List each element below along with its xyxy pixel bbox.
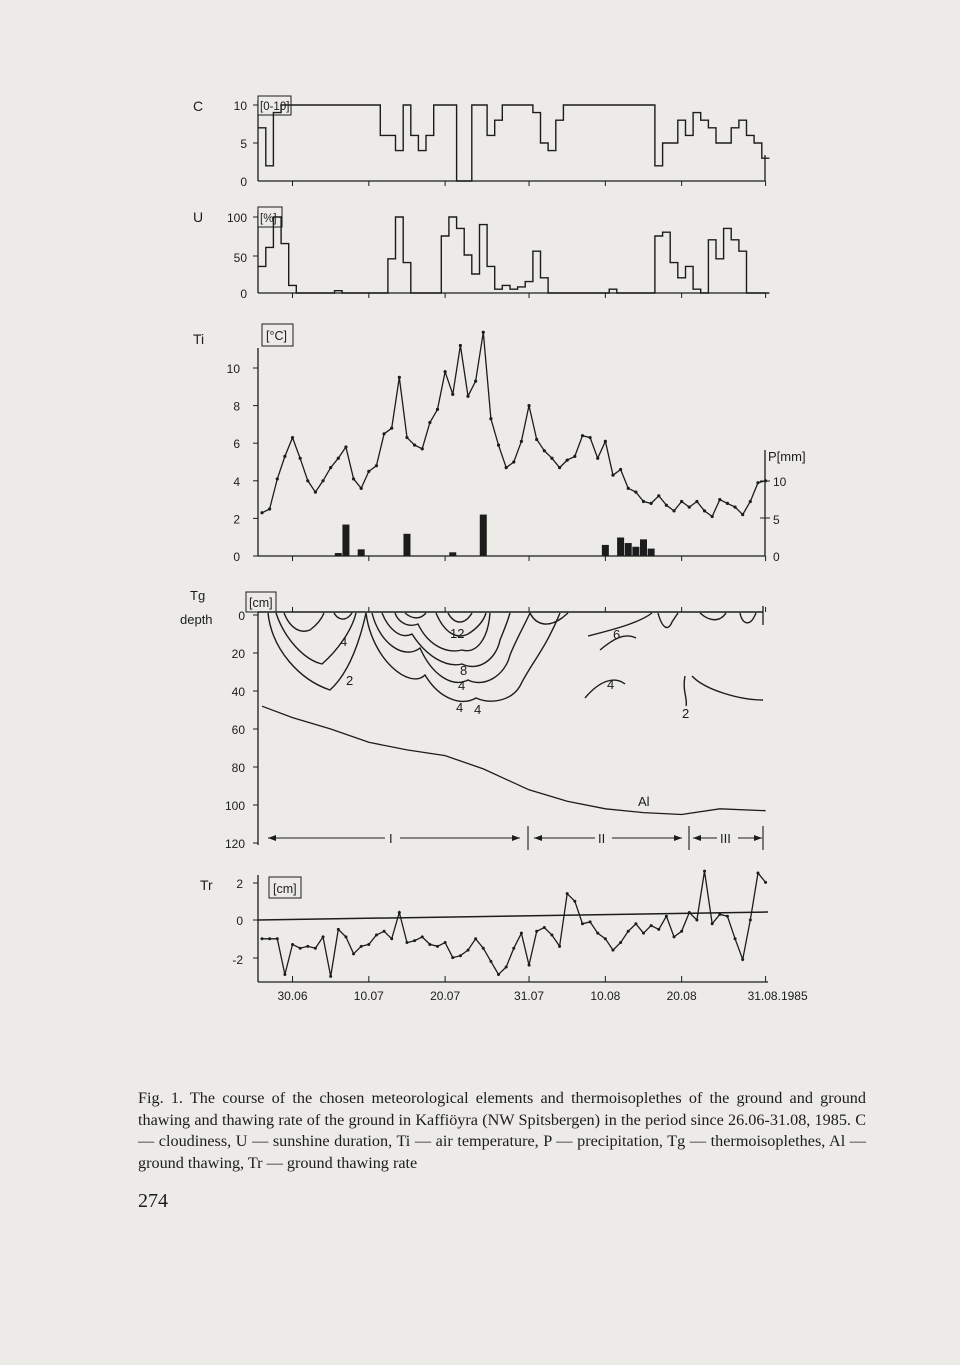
thaw-rate-point (718, 913, 721, 916)
thaw-rate-point (619, 941, 622, 944)
thaw-rate-point (413, 939, 416, 942)
contour-label: 4 (607, 677, 615, 692)
tg-y-ticks (225, 609, 258, 851)
thaw-rate-point (352, 952, 355, 955)
tg-tick-label: 120 (224, 837, 245, 851)
thaw-rate-point (337, 928, 340, 931)
u-ytick-50: 50 (233, 251, 247, 265)
tg-tick-label: 0 (238, 609, 245, 623)
temperature-point (680, 500, 683, 503)
temperature-point (650, 502, 653, 505)
contour-label: 6 (613, 627, 621, 642)
thaw-rate-point (741, 958, 744, 961)
contour-label: 4 (456, 700, 464, 715)
thaw-rate-point (474, 937, 477, 940)
thaw-rate-point (665, 915, 668, 918)
temperature-point (306, 479, 309, 482)
temperature-point (413, 443, 416, 446)
temperature-point (703, 509, 706, 512)
temperature-point (268, 507, 271, 510)
thaw-rate-point (405, 941, 408, 944)
thaw-rate-point (261, 937, 264, 940)
temperature-point (337, 457, 340, 460)
sunshine-line (258, 217, 769, 293)
temperature-point (459, 344, 462, 347)
precipitation-bar (342, 525, 349, 556)
thaw-rate-point (283, 973, 286, 976)
thaw-rate-point (512, 947, 515, 950)
page-number: 274 (138, 1190, 168, 1212)
temperature-point (718, 498, 721, 501)
thaw-rate-line (262, 871, 766, 976)
p-tick-0: 0 (773, 550, 780, 564)
temperature-point (329, 466, 332, 469)
temperature-point (741, 513, 744, 516)
period-markers (268, 826, 763, 850)
temperature-point (489, 417, 492, 420)
ti-tick-label: 2 (233, 512, 240, 527)
temperature-point (405, 436, 408, 439)
ti-tick-label: 4 (233, 474, 240, 489)
x-tick-label: 10.07 (353, 989, 384, 1003)
panel-sunshine (193, 207, 769, 301)
temperature-point (665, 504, 668, 507)
x-tick-label: 31.07 (514, 989, 545, 1003)
c-label: C (193, 98, 204, 114)
temperature-point (482, 331, 485, 334)
precipitation-bar (632, 547, 639, 556)
thaw-rate-point (695, 919, 698, 922)
p-tick-5: 5 (773, 513, 780, 527)
tg-unit: [cm] (249, 596, 273, 610)
temperature-point (512, 460, 515, 463)
temperature-point (581, 434, 584, 437)
thaw-rate-point (558, 945, 561, 948)
contour-label: 2 (346, 673, 354, 688)
temperature-point (588, 436, 591, 439)
thaw-rate-point (383, 930, 386, 933)
thaw-rate-point (444, 941, 447, 944)
tr-ytick-m2: -2 (232, 953, 243, 967)
precipitation-bar (335, 553, 342, 556)
contour-label: 4 (340, 634, 348, 649)
c-ytick-5: 5 (240, 137, 247, 151)
temperature-point (634, 490, 637, 493)
thaw-rate-point (627, 930, 630, 933)
temperature-point (627, 487, 630, 490)
thaw-rate-point (650, 924, 653, 927)
tr-label: Tr (200, 877, 213, 893)
temperature-point (398, 376, 401, 379)
tg-label: Tg (190, 588, 206, 603)
precipitation-bar (617, 538, 624, 557)
thaw-rate-point (573, 900, 576, 903)
temperature-point (558, 466, 561, 469)
thaw-rate-point (436, 945, 439, 948)
thaw-rate-point (459, 954, 462, 957)
temperature-point (726, 502, 729, 505)
thaw-rate-point (634, 922, 637, 925)
thaw-rate-point (360, 945, 363, 948)
thaw-rate-point (550, 934, 553, 937)
thaw-rate-point (604, 937, 607, 940)
p-tick-10: 10 (773, 475, 787, 489)
precipitation-bar (625, 543, 632, 556)
temperature-point (352, 477, 355, 480)
tr-ytick-0: 0 (236, 914, 243, 928)
temperature-point (466, 395, 469, 398)
temperature-point (291, 436, 294, 439)
temperature-point (695, 500, 698, 503)
thaw-rate-point (482, 947, 485, 950)
thaw-rate-point (703, 870, 706, 873)
temperature-point (711, 515, 714, 518)
temperature-point (756, 481, 759, 484)
thaw-rate-point (520, 932, 523, 935)
temperature-point (360, 487, 363, 490)
ti-tick-label: 6 (233, 437, 240, 452)
thaw-rate-point (543, 926, 546, 929)
x-tick-label: 20.07 (430, 989, 461, 1003)
temperature-point (566, 459, 569, 462)
tg-tick-label: 100 (224, 799, 245, 813)
precipitation-bars (335, 515, 655, 556)
temperature-point (749, 500, 752, 503)
thaw-rate-point (467, 949, 470, 952)
temperature-point (505, 466, 508, 469)
thaw-rate-point (398, 911, 401, 914)
thaw-rate-point (581, 922, 584, 925)
precipitation-bar (358, 549, 365, 556)
thaw-rate-point (688, 911, 691, 914)
figure-caption: Fig. 1. The course of the chosen meteorological elements and thermoisoplethes of the ground and ground thawing and thawing rate of the ground in Kaffiöyra (NW Spitsbergen) in the period since 26.06-31.08, 1985. C — cloudiness, U — sunshine duration, Ti — air temperature, P — precipitation, Tg — thermoisoplethes, Al — ground thawing, Tr — ground thawing rate (138, 1089, 866, 1172)
temperature-point (527, 404, 530, 407)
ti-unit: [°C] (266, 329, 287, 343)
panel-rate (200, 181, 808, 1003)
thaw-rate-point (764, 881, 767, 884)
thaw-rate-point (390, 937, 393, 940)
temperature-point (367, 470, 370, 473)
cloudiness-line (258, 105, 769, 181)
panel-temperature (193, 324, 806, 564)
precipitation-bar (648, 549, 655, 556)
temperature-point (611, 474, 614, 477)
temperature-point (451, 393, 454, 396)
u-unit: [%] (260, 213, 277, 225)
precipitation-bar (449, 552, 456, 556)
temperature-point (390, 427, 393, 430)
temperature-point (764, 479, 767, 482)
temperature-point (276, 477, 279, 480)
temperature-line (262, 332, 766, 516)
thaw-label: Al (638, 794, 650, 809)
period-label-ii: II (598, 831, 606, 846)
temperature-point (283, 455, 286, 458)
precipitation-bar (480, 515, 487, 556)
temperature-point (497, 443, 500, 446)
period-label-iii: III (720, 831, 731, 846)
contour-label: 4 (458, 678, 466, 693)
thaw-rate-point (589, 920, 592, 923)
contour-label: 4 (474, 702, 482, 717)
thaw-rate-point (329, 975, 332, 978)
thaw-depth-line (262, 706, 766, 814)
temperature-points (260, 331, 767, 518)
thaw-rate-point (428, 943, 431, 946)
temperature-point (520, 440, 523, 443)
temperature-point (421, 447, 424, 450)
thaw-rate-point (611, 949, 614, 952)
temperature-point (672, 509, 675, 512)
thaw-rate-points (261, 870, 768, 978)
ti-tick-label: 8 (233, 399, 240, 414)
precipitation-bar (403, 534, 410, 556)
thaw-rate-point (268, 937, 271, 940)
thaw-rate-point (306, 945, 309, 948)
thaw-rate-point (497, 973, 500, 976)
thaw-rate-point (344, 935, 347, 938)
thaw-rate-point (673, 935, 676, 938)
u-ytick-100: 100 (226, 211, 247, 225)
thaw-rate-point (535, 930, 538, 933)
x-tick-label: 10.08 (590, 989, 621, 1003)
thaw-rate-point (299, 947, 302, 950)
thaw-rate-point (451, 956, 454, 959)
c-unit: [0-10] (260, 101, 290, 113)
tr-ytick-2: 2 (236, 877, 243, 891)
thaw-rate-point (375, 934, 378, 937)
u-label: U (193, 209, 204, 225)
thaw-rate-point (421, 935, 424, 938)
thaw-rate-point (756, 872, 759, 875)
temperature-point (596, 457, 599, 460)
thaw-rate-point (489, 960, 492, 963)
tg-depth-label: depth (180, 612, 213, 627)
temperature-point (260, 511, 263, 514)
temperature-point (314, 490, 317, 493)
thaw-rate-point (528, 964, 531, 967)
temperature-point (642, 500, 645, 503)
ti-tick-label: 10 (226, 362, 240, 376)
c-ytick-10: 10 (233, 99, 247, 113)
x-tick-label: 31.08.1985 (747, 989, 808, 1003)
panel-cloudiness (193, 96, 769, 189)
u-ytick-0: 0 (240, 287, 247, 301)
thaw-rate-point (657, 928, 660, 931)
thaw-rate-point (749, 919, 752, 922)
temperature-point (688, 506, 691, 509)
temperature-point (382, 432, 385, 435)
x-axis-ticks (278, 181, 808, 1003)
period-label-i: I (389, 831, 393, 846)
thaw-rate-point (711, 922, 714, 925)
thaw-rate-point (314, 947, 317, 950)
thaw-rate-point (726, 915, 729, 918)
temperature-point (444, 370, 447, 373)
thaw-rate-point (680, 930, 683, 933)
temperature-point (619, 468, 622, 471)
temperature-point (535, 438, 538, 441)
temperature-point (428, 421, 431, 424)
c-ytick-0: 0 (240, 175, 247, 189)
tr-unit: [cm] (273, 882, 297, 896)
tg-tick-label: 80 (231, 761, 245, 775)
temperature-point (550, 457, 553, 460)
temperature-point (543, 449, 546, 452)
temperature-point (321, 479, 324, 482)
isotherm-contours (268, 613, 763, 706)
temperature-point (436, 408, 439, 411)
p-label: P[mm] (768, 449, 806, 464)
thaw-rate-point (505, 966, 508, 969)
temperature-point (604, 440, 607, 443)
contour-label: 8 (460, 663, 468, 678)
panel-isopleths (180, 588, 766, 851)
x-tick-label: 30.06 (277, 989, 308, 1003)
thaw-rate-point (322, 935, 325, 938)
temperature-point (344, 445, 347, 448)
temperature-point (573, 455, 576, 458)
ti-tick-label: 0 (233, 550, 240, 564)
tg-tick-label: 40 (231, 685, 245, 699)
ti-y-ticks (227, 362, 258, 564)
thaw-rate-point (596, 932, 599, 935)
thaw-rate-point (291, 943, 294, 946)
tr-zero-line (258, 912, 768, 920)
contour-label: 12 (450, 626, 465, 641)
temperature-point (375, 464, 378, 467)
thaw-rate-point (276, 937, 279, 940)
thaw-rate-point (367, 943, 370, 946)
ti-label: Ti (193, 331, 205, 347)
thaw-rate-point (734, 937, 737, 940)
tg-tick-label: 60 (231, 723, 245, 737)
temperature-point (657, 494, 660, 497)
x-tick-label: 20.08 (666, 989, 697, 1003)
thaw-rate-point (642, 932, 645, 935)
tg-tick-label: 20 (231, 647, 245, 661)
temperature-point (733, 506, 736, 509)
temperature-point (299, 457, 302, 460)
thaw-rate-point (566, 892, 569, 895)
precipitation-bar (602, 545, 609, 556)
temperature-point (474, 380, 477, 383)
contour-label: 2 (682, 706, 690, 721)
precipitation-bar (640, 539, 647, 556)
